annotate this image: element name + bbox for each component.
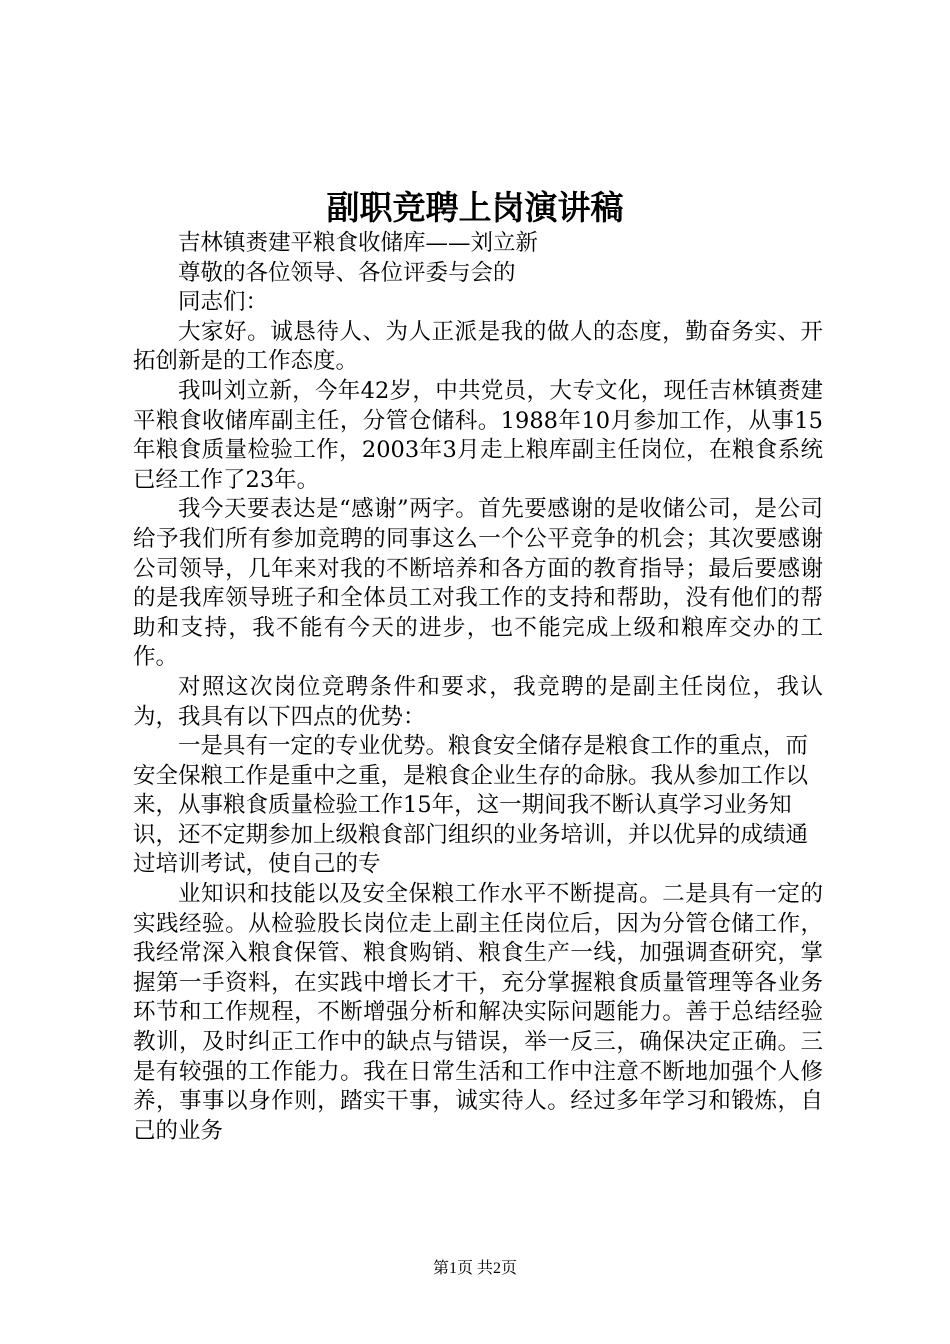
paragraph-advantage-two-three: 业知识和技能以及安全保粮工作水平不断提高。二是具有一定的实践经验。从检验股长岗位走上副主任岗位后，因为分管仓储工作，我经常深入粮食保管、粮食购销、粮食生产一线，加强调查研究，掌握第一手资料，在实践中增长才干，充分掌握粮食质量管理等各业务环节和工作规程，不断增强分析和解决实际问题能力。善于总结经验教训，及时纠正工作中的缺点与错误，举一反三，确保决定正确。三是有较强的工作能力。我在日常生活和工作中注意不断地加强个人修养，事事以身作则，踏实干事，诚实待人。经过多年学习和锻炼，自己的业务 xyxy=(133,881,823,1144)
paragraph-greeting: 大家好。诚恳待人、为人正派是我的做人的态度，勤奋务实、开拓创新是的工作态度。 xyxy=(133,318,823,375)
page-footer: 第1页 共2页 xyxy=(432,1260,517,1277)
paragraph-advantages-intro: 对照这次岗位竞聘条件和要求，我竞聘的是副主任岗位，我认为，我具有以下四点的优势： xyxy=(133,673,823,730)
paragraph-salutation-cont: 同志们： xyxy=(178,289,269,316)
paragraph-author-line: 吉林镇赉建平粮食收储库——刘立新 xyxy=(178,230,539,256)
paragraph-thanks: 我今天要表达是“感谢”两字。首先要感谢的是收储公司，是公司给予我们所有参加竞聘的同事这么一个公平竞争的机会；其次要感谢公司领导，几年来对我的不断培养和各方面的教育指导；最后要感谢的是我库领导班子和全体员工对我工作的支持和帮助，没有他们的帮助和支持，我不能有今天的进步，也不能完成上级和粮库交办的工作。 xyxy=(133,496,823,671)
document-title: 副职竞聘上岗演讲稿 xyxy=(326,188,624,227)
paragraph-salutation: 尊敬的各位领导、各位评委与会的 xyxy=(178,259,516,286)
paragraph-introduction: 我叫刘立新，今年42岁，中共党员，大专文化，现任吉林镇赉建平粮食收储库副主任，分管仓储科。1988年10月参加工作，从事15年粮食质量检验工作，2003年3月走上粮库副主任岗位，在粮食系统已经工作了23年。 xyxy=(133,377,823,493)
paragraph-advantage-one: 一是具有一定的专业优势。粮食安全储存是粮食工作的重点，而安全保粮工作是重中之重，是粮食企业生存的命脉。我从参加工作以来，从事粮食质量检验工作15年，这一期间我不断认真学习业务知识，还不定期参加上级粮食部门组织的业务培训，并以优异的成绩通过培训考试，使自己的专 xyxy=(133,733,809,878)
document-body xyxy=(133,229,823,1146)
